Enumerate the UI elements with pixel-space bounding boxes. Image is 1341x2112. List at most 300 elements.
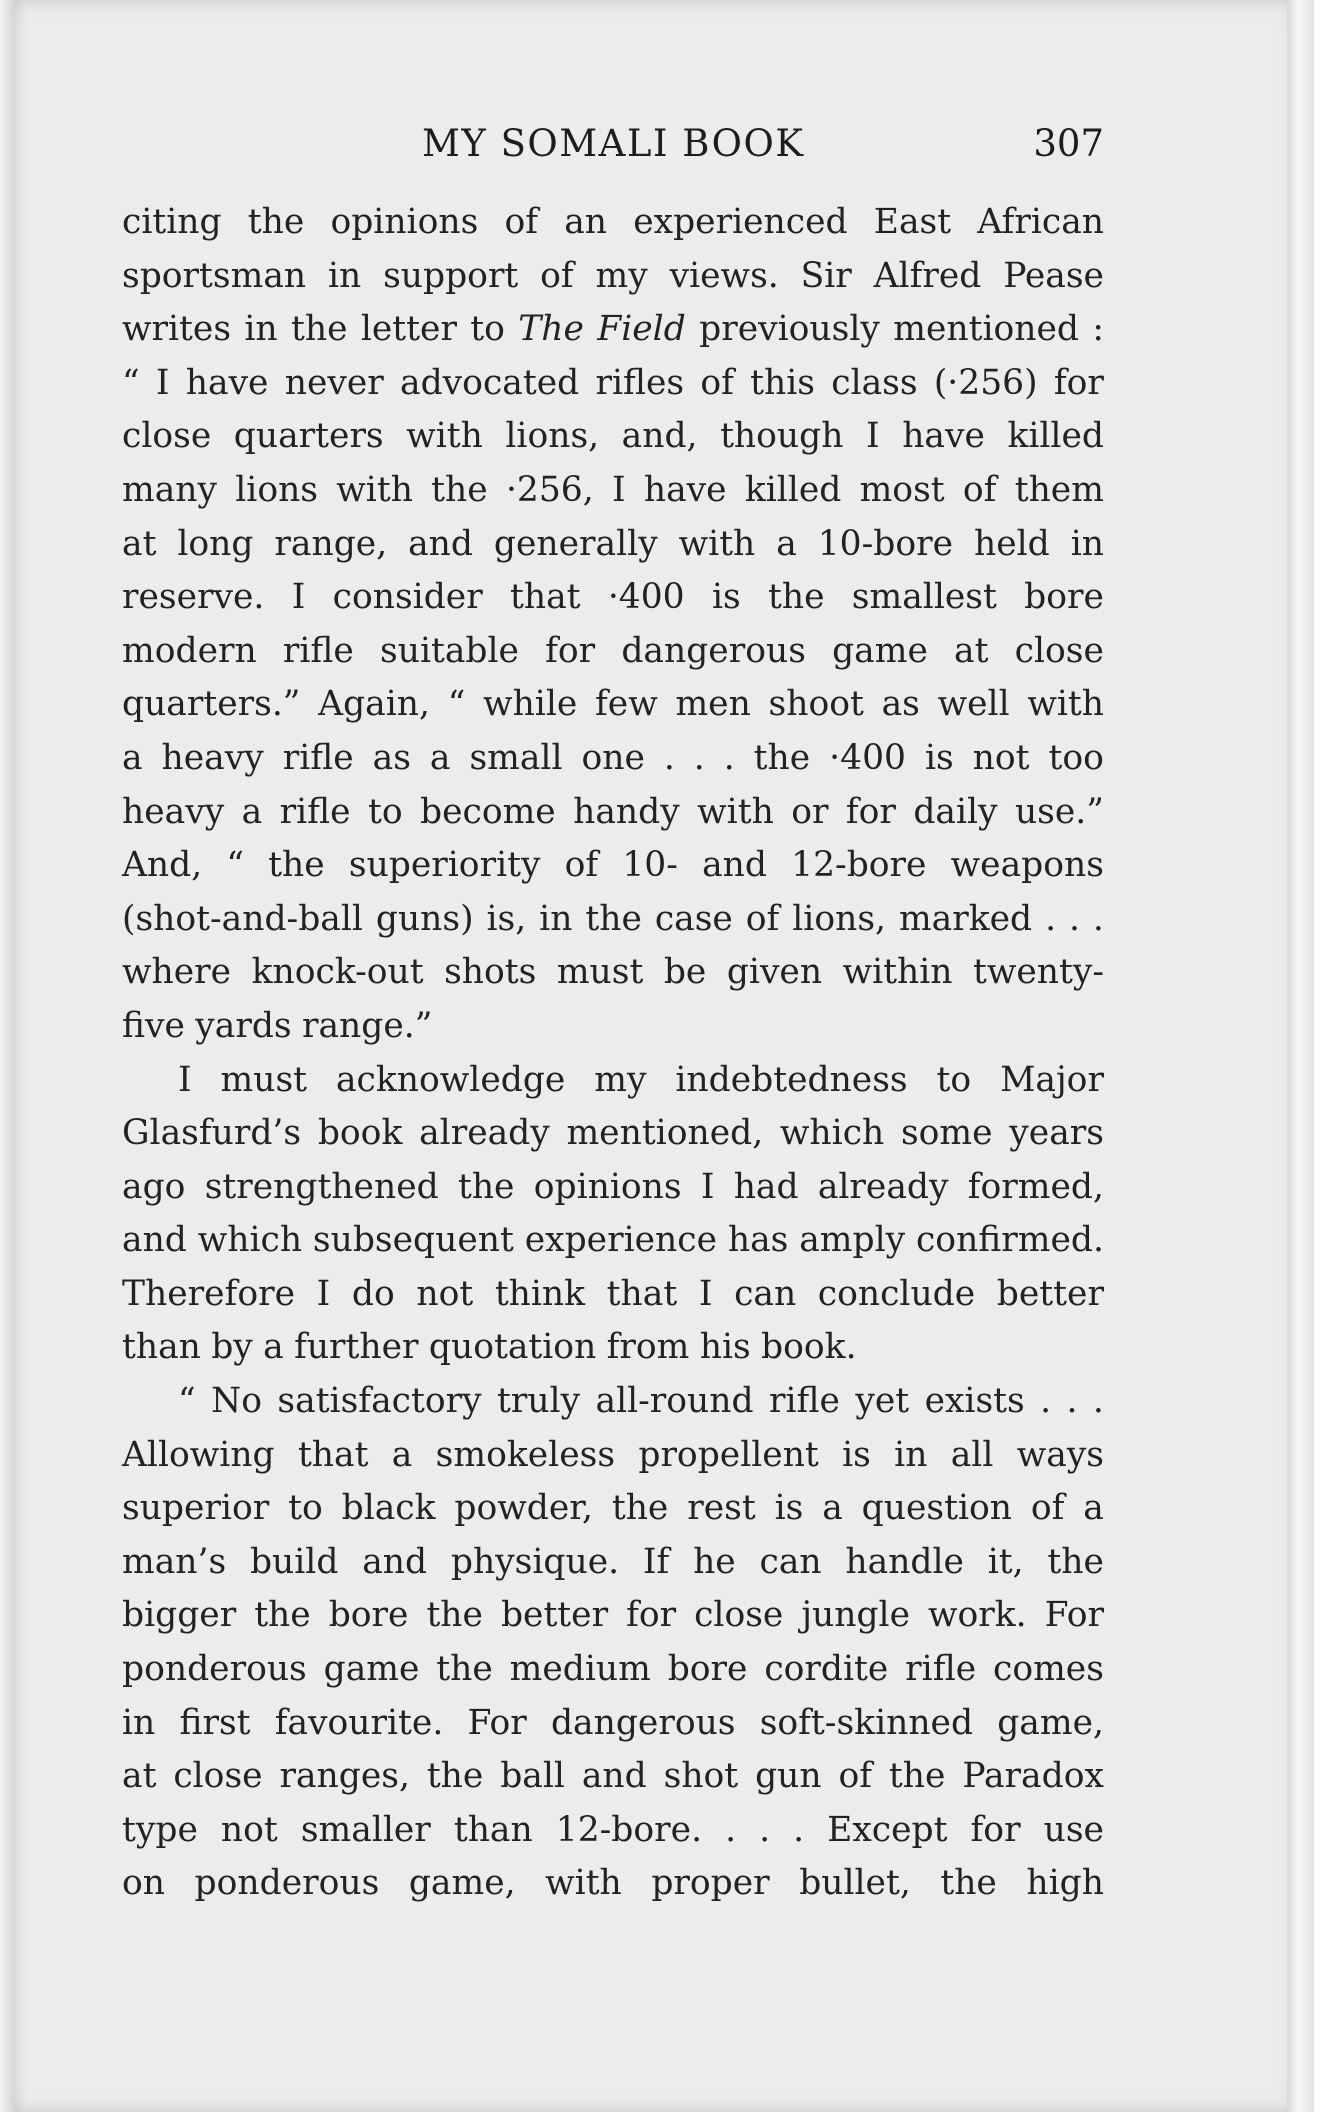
word: suitable xyxy=(380,630,519,671)
word: from xyxy=(606,1327,690,1368)
text-line xyxy=(122,464,1104,518)
word: that xyxy=(509,577,581,618)
word: rifle xyxy=(279,791,351,832)
word: bullet, xyxy=(799,1863,911,1904)
word: have xyxy=(902,416,985,457)
word: truly xyxy=(496,1381,581,1422)
word: mentioned xyxy=(893,309,1079,350)
word: well xyxy=(937,684,1010,725)
word: heavy xyxy=(122,791,225,832)
word: 12-bore. xyxy=(555,1809,703,1850)
word: by xyxy=(211,1327,253,1368)
word: think xyxy=(494,1273,586,1314)
word: weapons xyxy=(950,845,1104,886)
word: ball xyxy=(500,1756,565,1797)
word: few xyxy=(595,684,658,725)
word: shot xyxy=(663,1756,739,1797)
word: I xyxy=(698,1273,713,1314)
word: though xyxy=(720,416,844,457)
word: for xyxy=(970,1809,1021,1850)
page-left-edge xyxy=(0,0,14,2112)
word: bore xyxy=(667,1649,748,1690)
word: men xyxy=(675,684,751,725)
word: man’s xyxy=(122,1541,227,1582)
word: shoot xyxy=(768,684,864,725)
word: question xyxy=(861,1488,1012,1529)
word: class xyxy=(831,362,918,403)
word: acknowledge xyxy=(335,1059,566,1100)
word: rifle xyxy=(769,1381,840,1422)
word: support xyxy=(383,255,519,296)
text-line xyxy=(122,1054,1104,1108)
word: proper xyxy=(651,1863,770,1904)
word: them xyxy=(1014,469,1104,510)
word: and xyxy=(122,1220,187,1261)
word: citing xyxy=(122,202,222,242)
running-title: MY SOMALI BOOK xyxy=(422,122,805,165)
word: jungle xyxy=(801,1595,910,1636)
word: with xyxy=(336,469,413,510)
word: given xyxy=(726,952,823,993)
word: the xyxy=(436,1649,493,1690)
text-line xyxy=(122,1214,1104,1268)
word: reserve. xyxy=(122,577,265,618)
word: close xyxy=(694,1595,784,1636)
word: I xyxy=(291,577,306,618)
word: formed, xyxy=(967,1166,1104,1207)
text-line xyxy=(122,786,1104,840)
word: can xyxy=(734,1273,797,1314)
word: powder, xyxy=(454,1488,593,1529)
word: rifles xyxy=(595,362,685,403)
word: for xyxy=(845,791,896,832)
text-line xyxy=(122,1107,1104,1161)
word: many xyxy=(122,469,217,510)
word: long xyxy=(177,523,254,564)
word: heavy xyxy=(161,737,264,778)
word: superiority xyxy=(348,845,541,886)
word: shots xyxy=(444,952,537,993)
word: indebtedness xyxy=(675,1059,908,1100)
word: with xyxy=(678,523,756,564)
word: with xyxy=(1027,684,1104,725)
word: yet xyxy=(855,1381,910,1422)
word: . xyxy=(1092,898,1104,939)
word: the xyxy=(291,309,348,350)
word: the xyxy=(940,1863,997,1904)
word: his xyxy=(699,1327,751,1368)
word: Glasfurd’s xyxy=(122,1113,302,1154)
word: exists xyxy=(924,1381,1025,1422)
word: game xyxy=(323,1649,420,1690)
word: a xyxy=(263,1327,284,1368)
word: strengthened xyxy=(204,1166,439,1207)
word: . xyxy=(759,1809,771,1850)
word: at xyxy=(122,523,157,564)
word: is xyxy=(774,1488,804,1529)
text-line xyxy=(122,1857,1104,1911)
word: close xyxy=(173,1756,263,1797)
word: of xyxy=(564,845,599,886)
word: most xyxy=(859,469,945,510)
word: . xyxy=(1040,1381,1052,1422)
word: is, xyxy=(486,898,527,939)
word: lions xyxy=(235,469,319,510)
word: close xyxy=(122,416,212,457)
word: gun xyxy=(755,1756,822,1797)
word: use.” xyxy=(1014,791,1104,832)
text-line xyxy=(122,839,1104,893)
word: bore xyxy=(1024,577,1104,618)
word: . xyxy=(1068,898,1080,939)
word: views. xyxy=(669,255,779,296)
word: modern xyxy=(122,630,257,671)
word: Sir xyxy=(800,255,852,296)
word: have xyxy=(643,469,727,510)
word: in xyxy=(539,898,573,939)
word: quotation xyxy=(428,1327,597,1368)
word: “ xyxy=(226,845,244,886)
word: previously xyxy=(699,309,880,350)
word: is xyxy=(924,737,954,778)
word: conclude xyxy=(817,1273,976,1314)
word: that xyxy=(297,1434,369,1475)
word: smaller xyxy=(300,1809,431,1850)
word: Field xyxy=(597,309,686,350)
word: not xyxy=(972,737,1030,778)
word: high xyxy=(1026,1863,1104,1904)
word: which xyxy=(779,1113,885,1154)
word: at xyxy=(122,1756,157,1797)
word: already xyxy=(817,1166,949,1207)
word: to xyxy=(936,1059,972,1100)
word: mentioned, xyxy=(566,1113,764,1154)
word: of xyxy=(504,202,539,242)
word: which xyxy=(197,1220,303,1261)
word: comes xyxy=(993,1649,1104,1690)
word: African xyxy=(977,202,1104,242)
word: favourite. xyxy=(274,1702,444,1743)
word: never xyxy=(284,362,384,403)
word: dangerous xyxy=(621,630,806,671)
word: of xyxy=(1030,1488,1065,1529)
word: a xyxy=(122,737,143,778)
word: must xyxy=(556,952,644,993)
word: game, xyxy=(408,1863,516,1904)
word: held xyxy=(974,523,1050,564)
word: to xyxy=(367,791,403,832)
word: not xyxy=(220,1809,278,1850)
word: as xyxy=(372,737,411,778)
word: yards xyxy=(195,1005,292,1046)
word: Paradox xyxy=(962,1756,1104,1797)
word: book. xyxy=(761,1327,857,1368)
text-line xyxy=(122,1000,1104,1054)
word: I xyxy=(611,469,626,510)
word: I xyxy=(700,1166,715,1207)
word: advocated xyxy=(400,362,580,403)
word: a xyxy=(429,737,451,778)
word: bore xyxy=(328,1595,409,1636)
text-line xyxy=(122,1429,1104,1483)
word: I xyxy=(316,1273,331,1314)
word: of xyxy=(962,469,997,510)
word: all xyxy=(950,1434,994,1475)
text-line xyxy=(122,1536,1104,1590)
text-line xyxy=(122,946,1104,1000)
word: guns) xyxy=(375,898,474,939)
word: smallest xyxy=(851,577,997,618)
word: have xyxy=(185,362,269,403)
word: that xyxy=(606,1273,678,1314)
word: amply xyxy=(799,1220,906,1261)
word: this xyxy=(750,362,815,403)
running-header xyxy=(122,122,1104,172)
word: already xyxy=(419,1113,550,1154)
word: in xyxy=(327,255,362,296)
word: in xyxy=(122,1702,156,1743)
word: writes xyxy=(122,309,232,350)
word: daily xyxy=(913,791,998,832)
word: the xyxy=(254,1595,311,1636)
word: Major xyxy=(1000,1059,1104,1100)
word: of xyxy=(838,1756,873,1797)
text-line xyxy=(122,357,1104,411)
word: I xyxy=(866,416,880,457)
word: close xyxy=(1014,630,1104,671)
word: satisfactory xyxy=(277,1381,482,1422)
word: while xyxy=(483,684,578,725)
word: rifle xyxy=(282,630,354,671)
word: within xyxy=(842,952,953,993)
word: For xyxy=(1044,1595,1104,1636)
word: cordite xyxy=(764,1649,889,1690)
word: Therefore xyxy=(122,1273,296,1314)
word: of xyxy=(540,255,574,296)
word: 10- xyxy=(622,845,678,886)
word: rifle xyxy=(905,1649,977,1690)
word: first xyxy=(179,1702,251,1743)
word: must xyxy=(220,1059,308,1100)
word: game xyxy=(832,630,928,671)
word: do xyxy=(351,1273,395,1314)
word: confirmed. xyxy=(915,1220,1104,1261)
word: . xyxy=(723,737,735,778)
word: lions, xyxy=(505,416,600,457)
text-line xyxy=(122,1804,1104,1858)
word: knock-out xyxy=(251,952,424,993)
word: with xyxy=(406,416,483,457)
word: (shot-and-ball xyxy=(122,898,363,939)
body-text xyxy=(122,196,1104,1911)
text-line xyxy=(122,571,1104,625)
word: one xyxy=(581,737,645,778)
word: . xyxy=(1045,898,1057,939)
word: killed xyxy=(744,469,842,510)
word: with xyxy=(697,791,774,832)
word: consider xyxy=(332,577,483,618)
word: I xyxy=(178,1059,192,1100)
word: And, xyxy=(122,845,203,886)
word: 10-bore xyxy=(817,523,954,564)
word: soft-skinned xyxy=(759,1702,974,1743)
word: to xyxy=(470,309,505,350)
word: in xyxy=(894,1434,928,1475)
text-line xyxy=(122,410,1104,464)
word: range.” xyxy=(301,1005,433,1046)
word: and xyxy=(408,523,473,564)
text-line xyxy=(122,1589,1104,1643)
text-line xyxy=(122,1697,1104,1751)
word: the xyxy=(268,845,325,886)
word: No xyxy=(211,1381,263,1422)
word: . xyxy=(693,737,705,778)
word: smokeless xyxy=(435,1434,616,1475)
word: “ xyxy=(122,362,140,403)
word: medium xyxy=(509,1649,651,1690)
text-line xyxy=(122,1643,1104,1697)
word: subsequent xyxy=(312,1220,514,1261)
word: become xyxy=(420,791,556,832)
word: ago xyxy=(122,1166,186,1207)
page-number: 307 xyxy=(1033,122,1104,165)
text-line xyxy=(122,732,1104,786)
word: handy xyxy=(573,791,680,832)
word: as xyxy=(881,684,920,725)
word: superior xyxy=(122,1488,270,1529)
word: . xyxy=(1092,1381,1104,1422)
word: small xyxy=(469,737,563,778)
word: quarters.” xyxy=(122,684,301,725)
word: for xyxy=(1053,362,1104,403)
word: a xyxy=(1083,1488,1104,1529)
word: and xyxy=(362,1541,428,1582)
word: for xyxy=(626,1595,677,1636)
word: . xyxy=(663,737,675,778)
text-line xyxy=(122,893,1104,947)
word: a xyxy=(776,523,797,564)
word: . xyxy=(725,1809,737,1850)
word: dangerous xyxy=(550,1702,736,1743)
word: the xyxy=(431,469,488,510)
word: experience xyxy=(524,1220,717,1261)
word: for xyxy=(545,630,596,671)
word: ·400 xyxy=(829,737,906,778)
word: ·400 xyxy=(607,577,685,618)
word: the xyxy=(426,1595,483,1636)
word: to xyxy=(288,1488,323,1529)
word: the xyxy=(611,1488,669,1529)
word: type xyxy=(122,1809,198,1850)
word: not xyxy=(416,1273,474,1314)
word: and, xyxy=(621,416,698,457)
word: with xyxy=(545,1863,622,1904)
word: rifle xyxy=(282,737,354,778)
word: I xyxy=(155,362,170,403)
word: is xyxy=(711,577,741,618)
text-line xyxy=(122,1375,1104,1429)
word: some xyxy=(900,1113,993,1154)
word: Again, xyxy=(318,684,430,725)
word: it, xyxy=(987,1541,1024,1582)
word: Except xyxy=(827,1809,948,1850)
word: is xyxy=(842,1434,871,1475)
text-line xyxy=(122,1268,1104,1322)
word: and xyxy=(702,845,767,886)
word: “ xyxy=(447,684,466,725)
word: “ xyxy=(178,1381,196,1422)
word: lions, xyxy=(792,898,886,939)
word: ·256, xyxy=(505,469,594,510)
word: the xyxy=(888,1756,946,1797)
word: rest xyxy=(687,1488,756,1529)
word: my xyxy=(594,1059,647,1100)
word: than xyxy=(122,1327,201,1368)
word: had xyxy=(733,1166,799,1207)
word: on xyxy=(122,1863,165,1904)
word: my xyxy=(595,255,648,296)
word: ranges, xyxy=(279,1756,410,1797)
word: better xyxy=(500,1595,609,1636)
word: the xyxy=(753,737,811,778)
word: opinions xyxy=(330,202,479,242)
word: years xyxy=(1009,1113,1104,1154)
word: experienced xyxy=(633,202,848,242)
word: twenty- xyxy=(972,952,1104,993)
text-line xyxy=(122,1482,1104,1536)
word: East xyxy=(873,202,952,242)
word: book xyxy=(317,1113,403,1154)
word: the xyxy=(457,1166,515,1207)
word: marked xyxy=(898,898,1033,939)
text-line xyxy=(122,678,1104,732)
word: . xyxy=(793,1809,805,1850)
word: range, xyxy=(274,523,388,564)
word: propellent xyxy=(638,1434,819,1475)
word: in xyxy=(1070,523,1104,564)
word: or xyxy=(791,791,829,832)
text-line xyxy=(122,1161,1104,1215)
word: he xyxy=(693,1541,736,1582)
word: work. xyxy=(927,1595,1027,1636)
word: and xyxy=(581,1756,647,1797)
word: all-round xyxy=(595,1381,754,1422)
word: letter xyxy=(360,309,457,350)
word: killed xyxy=(1007,416,1104,457)
word: of xyxy=(745,898,780,939)
text-line xyxy=(122,518,1104,572)
word: the xyxy=(426,1756,484,1797)
word: has xyxy=(727,1220,789,1261)
text-line xyxy=(122,1321,1104,1375)
word: The xyxy=(518,309,584,350)
word: If xyxy=(642,1541,670,1582)
word: case xyxy=(654,898,733,939)
word: (·256) xyxy=(933,362,1038,403)
word: : xyxy=(1092,309,1104,350)
word: black xyxy=(341,1488,436,1529)
word: the xyxy=(585,898,642,939)
word: be xyxy=(663,952,707,993)
word: five xyxy=(122,1005,185,1046)
word: a xyxy=(241,791,263,832)
word: can xyxy=(759,1541,822,1582)
word: ways xyxy=(1016,1434,1104,1475)
word: ponderous xyxy=(122,1649,307,1690)
word: game, xyxy=(997,1702,1104,1743)
word: better xyxy=(996,1273,1104,1314)
word: of xyxy=(700,362,734,403)
